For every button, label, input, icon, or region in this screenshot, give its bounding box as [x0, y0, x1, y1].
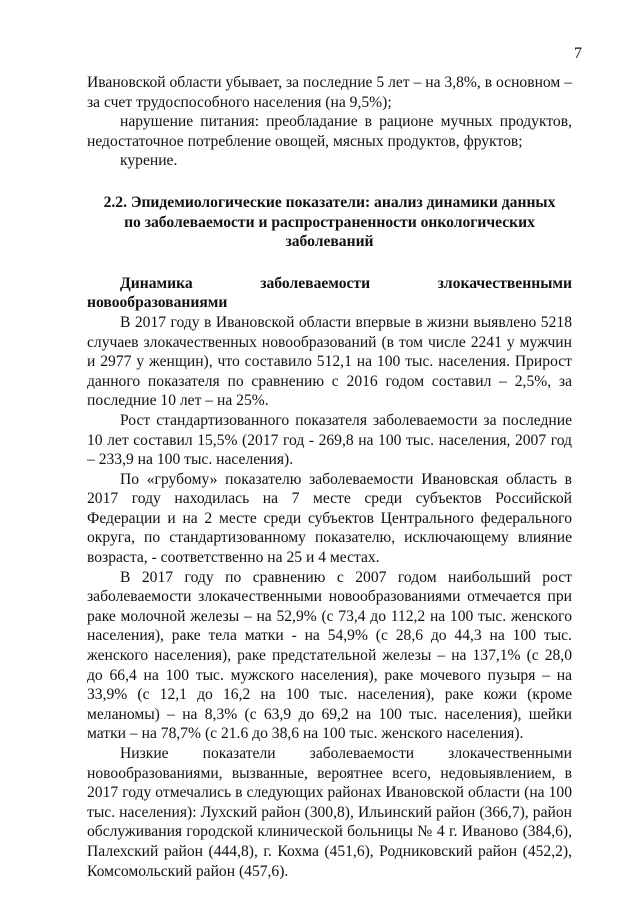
body-paragraph-1: В 2017 году в Ивановской области впервые в жизни выявлено 5218 случаев злокачественных новообразований (в том числе 2241 у мужчин и 2977 у женщин), что составило 512,1 на 100 тыс. населения. Прирост данного показателя по сравнению с 2016 годом составил – 2,5%, за последние 10 лет – на 25%.	[87, 313, 572, 410]
paragraph-word: Низкие	[120, 745, 169, 762]
body-paragraph-5-first-line	[87, 744, 572, 764]
intro-paragraph-3: курение.	[120, 152, 178, 170]
intro-paragraph-2: нарушение питания: преобладание в рационе мучных продуктов, недостаточное потребление овощей, мясных продуктов, фруктов;	[87, 113, 572, 150]
subsection-heading-line-1	[87, 274, 572, 294]
page-content	[87, 73, 572, 881]
section-heading	[87, 193, 572, 252]
body-paragraph-3: По «грубому» показателю заболеваемости Ивановская область в 2017 году находилась на 7 месте среди субъектов Российской Федерации и на 2 месте среди субъектов Центрального федерального округа, по стандартизованному показателю, исключающему влияние возраста, - соответственно на 25 и 4 местах.	[87, 470, 572, 567]
page-number: 7	[574, 45, 582, 62]
subsection-heading-line-2: новообразованиями	[87, 294, 228, 312]
intro-paragraph-1: Ивановской области убывает, за последние 5 лет – на 3,8%, в основном – за счет трудоспособного населения (на 9,5%);	[87, 74, 572, 111]
body-paragraph-2: Рост стандартизованного показателя заболеваемости за последние 10 лет составил 15,5% (2017 год - 269,8 на 100 тыс. населения, 2007 год – 233,9 на 100 тыс. населения).	[87, 411, 572, 469]
subsection-heading	[87, 274, 572, 313]
subsection-heading-word: Динамика	[120, 274, 193, 292]
paragraph-word: заболеваемости	[309, 745, 415, 762]
subsection-heading-word: заболеваемости	[260, 274, 371, 292]
paragraph-word: злокачественными	[448, 745, 572, 762]
body-paragraph-5	[87, 744, 572, 881]
body-paragraph-5-rest: новообразованиями, вызванные, вероятнее всего, недовыявлением, в 2017 году отмечались в следующих районах Ивановской области (на 100 тыс. населения): Лухский район (300,8), Ильинский район (366,7), район обслуживания городской клинической больницы № 4 г. Иваново (384,6), Палехский район (444,8), г. Кохма (451,6), Родниковский район (452,2), Комсомольский район (457,6).	[87, 764, 572, 880]
body-paragraph-4: В 2017 году по сравнению с 2007 годом наибольший рост заболеваемости злокачественными новообразованиями отмечается при раке молочной железы – на 52,9% (с 73,4 до 112,2 на 100 тыс. женского населения), раке тела матки - на 54,9% (с 28,6 до 44,3 на 100 тыс. женского населения), раке предстательной железы – на 137,1% (с 28,0 до 66,4 на 100 тыс. мужского населения), раке мочевого пузыря – на 33,9% (с 12,1 до 16,2 на 100 тыс. населения), раке кожи (кроме меланомы) – на 8,3% (с 63,9 до 69,2 на 100 тыс. населения), шейки матки – на 78,7% (с 21.6 до 38,6 на 100 тыс. женского населения).	[87, 568, 572, 743]
section-heading-line-1: 2.2. Эпидемиологические показатели: анализ динамики данных	[103, 193, 556, 211]
section-heading-line-2: по заболеваемости и распространенности онкологических заболеваний	[124, 213, 535, 251]
subsection-heading-word: злокачественными	[437, 274, 572, 292]
paragraph-word: показатели	[202, 745, 276, 762]
